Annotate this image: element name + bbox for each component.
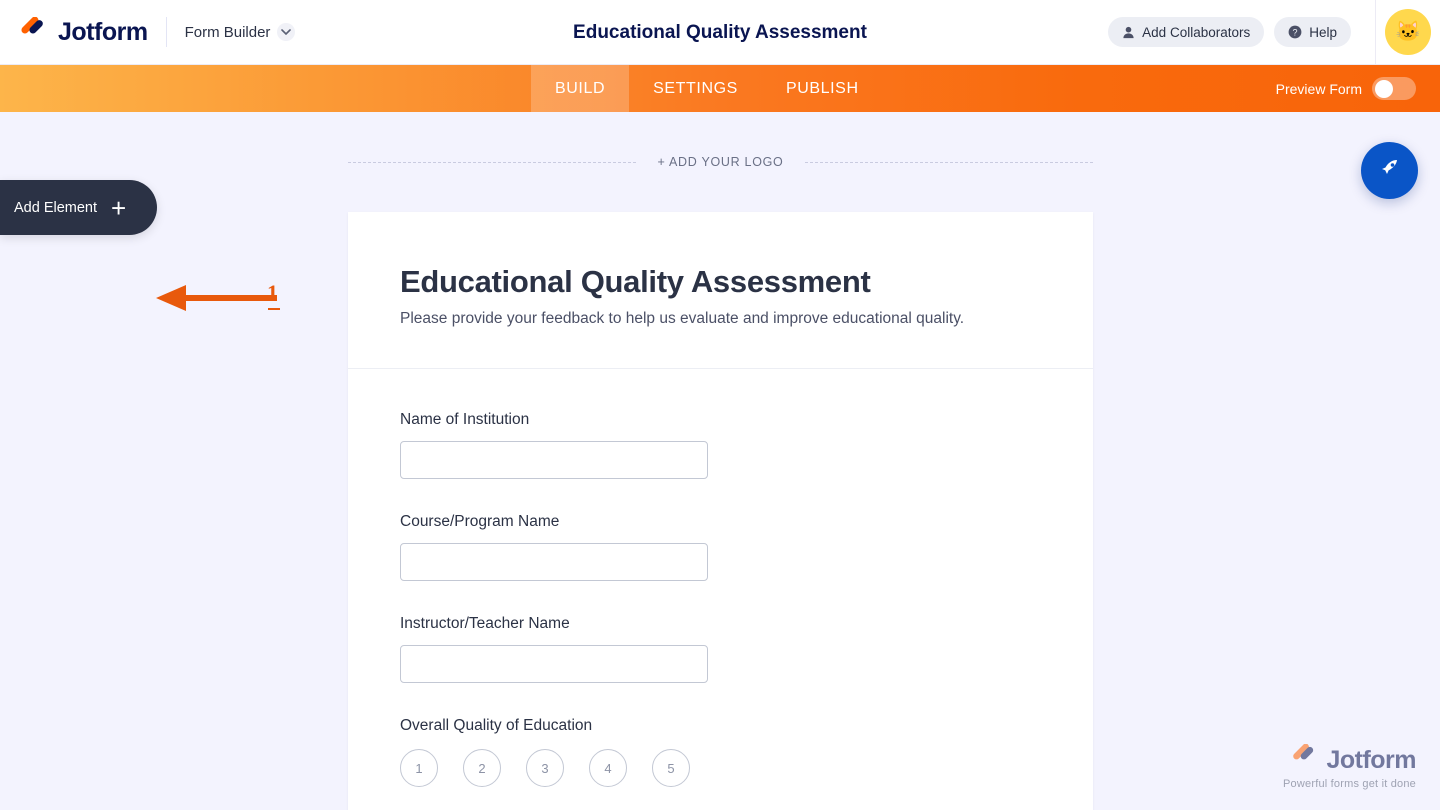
- field-label-institution: Name of Institution: [400, 411, 530, 428]
- tab-publish[interactable]: PUBLISH: [785, 79, 859, 97]
- svg-text:?: ?: [1292, 27, 1298, 38]
- form-field: [400, 615, 1041, 683]
- main-nav: [0, 65, 1440, 112]
- field-label-overall-quality: Overall Quality of Education: [400, 717, 593, 734]
- jotform-logo[interactable]: [0, 17, 148, 47]
- divider-left: [348, 162, 636, 163]
- annotation-underline: [268, 308, 280, 310]
- annotation-number: 1: [267, 280, 278, 305]
- field-label-course: Course/Program Name: [400, 513, 560, 530]
- annotation-step-1: [152, 272, 292, 327]
- preview-form-label: Preview Form: [1275, 80, 1362, 97]
- nav-tabs: [531, 65, 883, 112]
- add-your-logo-button[interactable]: + ADD YOUR LOGO: [657, 155, 784, 169]
- add-collaborators-button[interactable]: [1108, 17, 1264, 47]
- ai-agent-button[interactable]: [1361, 142, 1418, 199]
- jotform-logo-icon: [1290, 744, 1318, 777]
- toggle-knob: [1375, 80, 1393, 98]
- help-button[interactable]: [1274, 17, 1351, 47]
- person-icon: [1122, 26, 1135, 39]
- avatar-face: 🐱: [1395, 21, 1421, 43]
- course-input[interactable]: [400, 543, 708, 581]
- form-title[interactable]: Educational Quality Assessment: [400, 264, 871, 299]
- add-logo-row: [348, 112, 1093, 212]
- form-field-scale: [400, 717, 1041, 787]
- add-element-label: Add Element: [14, 199, 98, 216]
- scale-option[interactable]: 5: [652, 749, 690, 787]
- header-divider: [166, 17, 167, 47]
- form-canvas: [348, 112, 1093, 810]
- jotform-watermark: [1283, 744, 1416, 790]
- plus-icon: +: [111, 192, 127, 223]
- scale-option[interactable]: 3: [526, 749, 564, 787]
- app-header: [0, 0, 1440, 65]
- agent-rocket-icon: [1377, 155, 1403, 186]
- form-field: [400, 411, 1041, 479]
- workspace: [0, 112, 1440, 810]
- field-label-instructor: Instructor/Teacher Name: [400, 615, 570, 632]
- watermark-text: Jotform: [1326, 746, 1416, 774]
- preview-form-control: [1276, 65, 1440, 112]
- help-label: Help: [1309, 24, 1337, 40]
- form-field: [400, 513, 1041, 581]
- avatar-container[interactable]: [1375, 0, 1440, 65]
- form-builder-menu[interactable]: [185, 23, 296, 41]
- preview-form-toggle[interactable]: [1372, 77, 1416, 100]
- watermark-tagline: Powerful forms get it done: [1283, 778, 1416, 790]
- jotform-wordmark: Jotform: [58, 17, 148, 46]
- tab-build[interactable]: BUILD: [531, 65, 629, 112]
- instructor-input[interactable]: [400, 645, 708, 683]
- add-collaborators-label: Add Collaborators: [1142, 24, 1251, 40]
- add-element-button[interactable]: [0, 180, 157, 235]
- scale-option[interactable]: 2: [463, 749, 501, 787]
- form-card: [348, 212, 1093, 810]
- scale-option[interactable]: 1: [400, 749, 438, 787]
- scale-option[interactable]: 4: [589, 749, 627, 787]
- tab-settings[interactable]: SETTINGS: [653, 79, 738, 97]
- form-subtitle[interactable]: Please provide your feedback to help us evaluate and improve educational quality.: [400, 310, 965, 327]
- form-fields: [348, 369, 1093, 810]
- page-title: Educational Quality Assessment: [573, 21, 867, 43]
- divider-right: [805, 162, 1093, 163]
- form-builder-label: Form Builder: [184, 23, 271, 41]
- header-actions: [1108, 0, 1440, 65]
- form-header: [348, 212, 1093, 369]
- jotform-logo-icon: [18, 17, 48, 47]
- rating-scale: [400, 749, 1041, 787]
- institution-input[interactable]: [400, 441, 708, 479]
- chevron-down-icon: [277, 23, 295, 41]
- avatar[interactable]: [1385, 9, 1431, 55]
- question-circle-icon: [1288, 25, 1302, 39]
